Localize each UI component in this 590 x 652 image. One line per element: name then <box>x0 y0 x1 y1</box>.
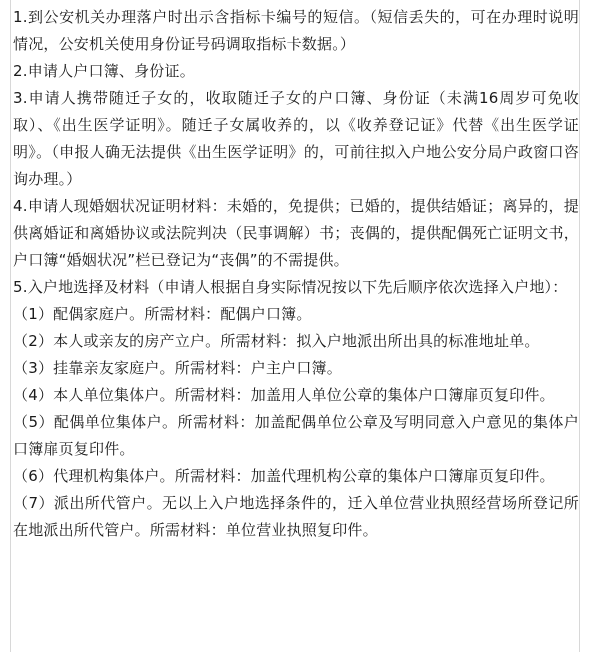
paragraph-children: 3.申请人携带随迁子女的，收取随迁子女的户口簿、身份证（未满16周岁可免收取）、《出生医学证明》。随迁子女属收养的，以《收养登记证》代替《出生医学证明》。（申报人确无法提供《出生医学证明》的，可前往拟入户地公安分局户政窗口咨询办理。） <box>13 89 579 188</box>
paragraph-hukou-id: 2.申请人户口簿、身份证。 <box>13 62 195 80</box>
option-police-station-custody: （7）派出所代管户。无以上入户地选择条件的，迁入单位营业执照经营场所登记所在地派出所代管户。所需材料：单位营业执照复印件。 <box>13 494 579 539</box>
option-agency-collective: （6）代理机构集体户。所需材料：加盖代理机构公章的集体户口簿扉页复印件。 <box>13 467 555 485</box>
paragraph-destination-choice: 5.入户地选择及材料（申请人根据自身实际情况按以下先后顺序依次选择入户地）： <box>13 278 568 296</box>
paragraph-marital-status: 4.申请人现婚姻状况证明材料：未婚的，免提供；已婚的，提供结婚证；离异的，提供离婚证和离婚协议或法院判决（民事调解）书；丧偶的，提供配偶死亡证明文书，户口簿“婚姻状况”栏已登记为“丧偶”的不需提供。 <box>13 197 579 269</box>
option-own-employer-collective: （4）本人单位集体户。所需材料：加盖用人单位公章的集体户口簿扉页复印件。 <box>13 386 555 404</box>
document-body <box>10 0 580 652</box>
option-spouse-employer-collective: （5）配偶单位集体户。所需材料：加盖配偶单位公章及写明同意入户意见的集体户口簿扉页复印件。 <box>13 413 579 458</box>
option-property-household: （2）本人或亲友的房产立户。所需材料：拟入户地派出所出具的标准地址单。 <box>13 332 540 350</box>
option-spouse-household: （1）配偶家庭户。所需材料：配偶户口簿。 <box>13 305 312 323</box>
paragraph-sms-notice: 1.到公安机关办理落户时出示含指标卡编号的短信。（短信丢失的，可在办理时说明情况，公安机关使用身份证号码调取指标卡数据。） <box>13 8 579 53</box>
option-relative-household: （3）挂靠亲友家庭户。所需材料：户主户口簿。 <box>13 359 342 377</box>
